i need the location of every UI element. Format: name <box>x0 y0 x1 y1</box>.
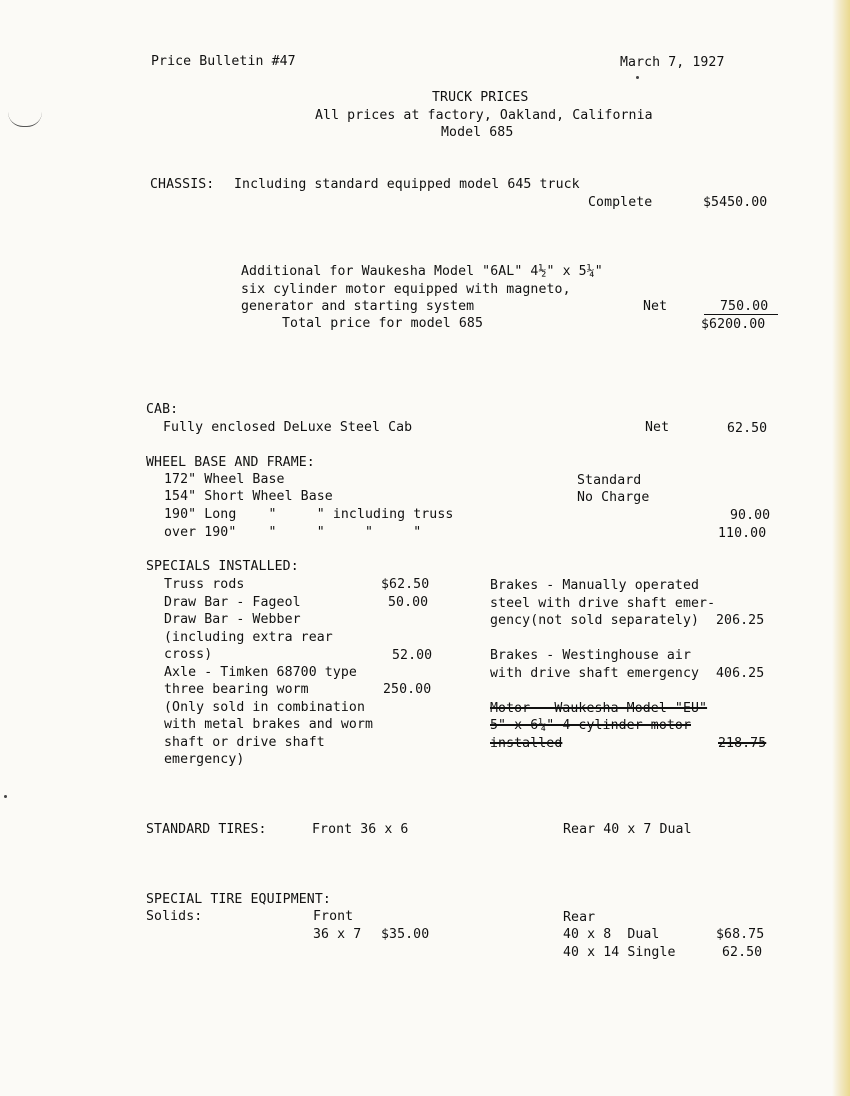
cab-description: Fully enclosed DeLuxe Steel Cab <box>163 420 413 435</box>
struck-motor-line: 5" x 6¼" 4 cylinder motor <box>490 718 691 733</box>
special-price: $62.50 <box>381 577 430 592</box>
front-tire-price: $35.00 <box>381 927 430 942</box>
bulletin-number: Price Bulletin #47 <box>151 54 296 69</box>
solids-label: Solids: <box>146 909 203 924</box>
specials-heading: SPECIALS INSTALLED: <box>146 559 299 574</box>
special-item: three bearing worm <box>164 682 309 697</box>
motor-net-label: Net <box>643 299 668 314</box>
special-item: (including extra rear <box>164 630 333 645</box>
rear-tire-price: 62.50 <box>722 945 763 960</box>
paper-edge <box>832 0 850 1096</box>
front-tire-size: 36 x 7 <box>313 927 362 942</box>
wheel-base-item: 154" Short Wheel Base <box>164 489 333 504</box>
air-brakes-price: 406.25 <box>716 666 765 681</box>
special-item: emergency) <box>164 752 245 767</box>
struck-motor-price: 218.75 <box>718 736 767 751</box>
special-price: 50.00 <box>388 595 429 610</box>
bulletin-date: March 7, 1927 <box>620 55 725 70</box>
special-item: (Only sold in combination <box>164 700 365 715</box>
rear-tire-size: 40 x 14 Single <box>563 945 676 960</box>
air-brakes-line: Brakes - Westinghouse air <box>490 648 691 663</box>
motor-addition-line: Additional for Waukesha Model "6AL" 4½" x 5¼" <box>241 264 603 279</box>
chassis-complete-label: Complete <box>588 195 653 210</box>
wheel-base-price: 90.00 <box>730 508 771 523</box>
special-item: cross) <box>164 647 213 662</box>
punch-hole-mark <box>8 112 42 127</box>
chassis-heading: CHASSIS: <box>150 177 215 192</box>
chassis-complete-price: $5450.00 <box>703 195 768 210</box>
cab-price: 62.50 <box>727 421 768 436</box>
manual-brakes-price: 206.25 <box>716 613 765 628</box>
wheel-base-item: over 190" " " " " <box>164 525 422 540</box>
wheel-base-price: 110.00 <box>718 526 767 541</box>
page-subtitle: All prices at factory, Oakland, California <box>315 108 653 123</box>
model-number: Model 685 <box>441 125 514 140</box>
page-title: TRUCK PRICES <box>432 90 529 105</box>
wheel-base-note: Standard <box>577 473 642 488</box>
standard-tires-heading: STANDARD TIRES: <box>146 822 267 837</box>
wheel-base-note: No Charge <box>577 490 650 505</box>
total-label: Total price for model 685 <box>282 316 483 331</box>
manual-brakes-line: gency(not sold separately) <box>490 613 700 628</box>
rear-tire-price: $68.75 <box>716 927 765 942</box>
ink-speck <box>636 76 639 79</box>
special-item: Truss rods <box>164 577 245 592</box>
rear-tires-label: Rear <box>563 910 596 925</box>
special-item: with metal brakes and worm <box>164 717 374 732</box>
special-item: Draw Bar - Webber <box>164 612 301 627</box>
special-item: Draw Bar - Fageol <box>164 595 301 610</box>
standard-tires-front: Front 36 x 6 <box>312 822 409 837</box>
special-item: shaft or drive shaft <box>164 735 325 750</box>
special-item: Axle - Timken 68700 type <box>164 665 357 680</box>
struck-motor-line: Motor - Waukesha Model "EU" <box>490 701 708 716</box>
cab-net-label: Net <box>645 420 670 435</box>
motor-addition-line: generator and starting system <box>241 299 475 314</box>
manual-brakes-line: Brakes - Manually operated <box>490 578 700 593</box>
chassis-description: Including standard equipped model 645 truck <box>234 177 580 192</box>
struck-motor-line: installed <box>490 736 563 751</box>
wheel-base-heading: WHEEL BASE AND FRAME: <box>146 455 315 470</box>
air-brakes-line: with drive shaft emergency <box>490 666 700 681</box>
total-price: $6200.00 <box>701 317 766 332</box>
special-price: 52.00 <box>392 648 433 663</box>
wheel-base-item: 190" Long " " including truss <box>164 507 454 522</box>
sum-underline <box>704 314 778 315</box>
standard-tires-rear: Rear 40 x 7 Dual <box>563 822 692 837</box>
ink-speck <box>4 795 7 798</box>
special-price: 250.00 <box>383 682 432 697</box>
rear-tire-size: 40 x 8 Dual <box>563 927 660 942</box>
special-tires-heading: SPECIAL TIRE EQUIPMENT: <box>146 892 331 907</box>
cab-heading: CAB: <box>146 402 179 417</box>
front-tires-label: Front <box>313 909 354 924</box>
motor-addition-line: six cylinder motor equipped with magneto, <box>241 282 571 297</box>
motor-addition-price: 750.00 <box>720 299 769 314</box>
wheel-base-item: 172" Wheel Base <box>164 472 285 487</box>
manual-brakes-line: steel with drive shaft emer- <box>490 596 716 611</box>
